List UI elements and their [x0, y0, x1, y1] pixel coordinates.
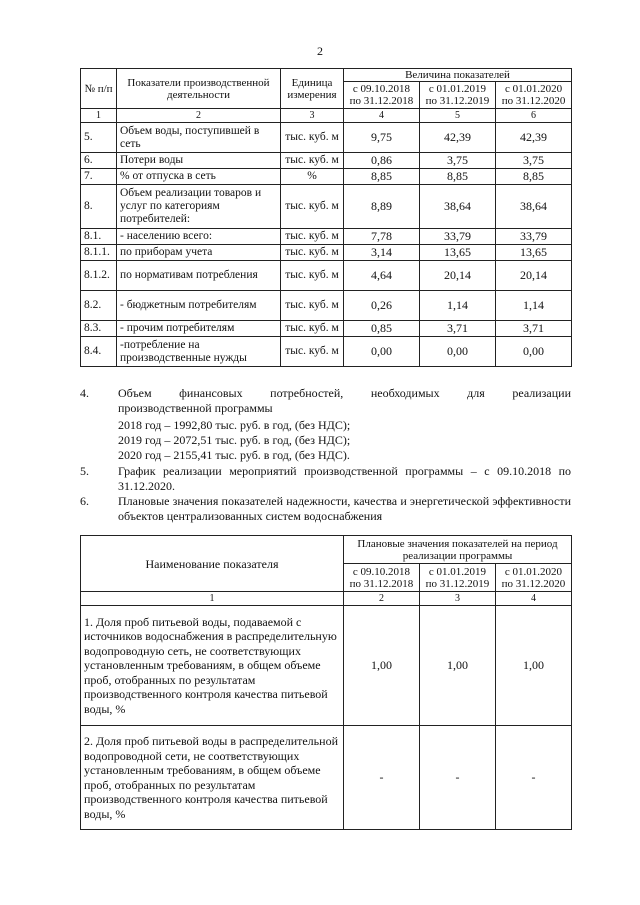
row-value-2018: 0,85 — [344, 321, 420, 337]
row-num: 6. — [81, 153, 117, 169]
table-row — [81, 337, 572, 367]
table-row — [81, 321, 572, 337]
col-index: 2 — [344, 592, 420, 606]
value-2020: 1,00 — [496, 606, 572, 726]
row-value-2018: 8,85 — [344, 169, 420, 185]
row-unit: тыс. куб. м — [281, 337, 344, 367]
production-indicators-table — [80, 68, 572, 367]
header-indicator: Показатели производственной деятельности — [117, 69, 281, 109]
value-2018: - — [344, 726, 420, 830]
row-num: 8.1. — [81, 229, 117, 245]
table-row — [81, 169, 572, 185]
row-value-2019: 42,39 — [420, 123, 496, 153]
row-value-2019: 33,79 — [420, 229, 496, 245]
col-index: 2 — [117, 109, 281, 123]
row-num: 8.4. — [81, 337, 117, 367]
row-value-2020: 8,85 — [496, 169, 572, 185]
header-period-2: с 01.01.2019 по 31.12.2019 — [420, 564, 496, 592]
row-name: Объем воды, поступившей в сеть — [117, 123, 281, 153]
row-unit: тыс. куб. м — [281, 321, 344, 337]
row-num: 7. — [81, 169, 117, 185]
row-unit: тыс. куб. м — [281, 123, 344, 153]
value-2018: 1,00 — [344, 606, 420, 726]
row-value-2019: 13,65 — [420, 245, 496, 261]
header-num: № п/п — [81, 69, 117, 109]
row-unit: тыс. куб. м — [281, 261, 344, 291]
table-row — [81, 245, 572, 261]
section-6-number: 6. — [80, 494, 89, 508]
col-index: 3 — [281, 109, 344, 123]
row-name: -потребление на производственные нужды — [117, 337, 281, 367]
row-value-2018: 7,78 — [344, 229, 420, 245]
row-value-2019: 0,00 — [420, 337, 496, 367]
table-row — [81, 261, 572, 291]
row-value-2018: 0,00 — [344, 337, 420, 367]
row-value-2018: 8,89 — [344, 185, 420, 229]
row-num: 8.1.1. — [81, 245, 117, 261]
row-value-2019: 8,85 — [420, 169, 496, 185]
header-values-title: Величина показателей — [344, 69, 572, 82]
col-index: 3 — [420, 592, 496, 606]
row-value-2020: 42,39 — [496, 123, 572, 153]
row-name: % от отпуска в сеть — [117, 169, 281, 185]
header-period-3: с 01.01.2020 по 31.12.2020 — [496, 82, 572, 109]
header-period-3: с 01.01.2020 по 31.12.2020 — [496, 564, 572, 592]
row-num: 8.3. — [81, 321, 117, 337]
section-4-line-1: Объем финансовых потребностей, необходимых для реализации — [118, 386, 571, 400]
section-5-text: График реализации мероприятий производственной программы – с 09.10.2018 по 31.12.2020. — [118, 464, 571, 493]
row-unit: % — [281, 169, 344, 185]
table-row — [81, 726, 572, 830]
row-value-2018: 4,64 — [344, 261, 420, 291]
table-row — [81, 291, 572, 321]
row-value-2018: 0,86 — [344, 153, 420, 169]
row-name: - прочим потребителям — [117, 321, 281, 337]
header-unit: Единица измерения — [281, 69, 344, 109]
row-unit: тыс. куб. м — [281, 185, 344, 229]
row-value-2020: 1,14 — [496, 291, 572, 321]
row-value-2020: 33,79 — [496, 229, 572, 245]
col-index: 1 — [81, 109, 117, 123]
row-value-2019: 3,75 — [420, 153, 496, 169]
row-value-2019: 38,64 — [420, 185, 496, 229]
page-number: 2 — [317, 44, 323, 58]
row-unit: тыс. куб. м — [281, 291, 344, 321]
row-value-2018: 3,14 — [344, 245, 420, 261]
value-2020: - — [496, 726, 572, 830]
section-4-item-2020: 2020 год – 2155,41 тыс. руб. в год, (без НДС). — [118, 448, 350, 462]
row-value-2019: 1,14 — [420, 291, 496, 321]
row-value-2020: 0,00 — [496, 337, 572, 367]
row-value-2020: 3,71 — [496, 321, 572, 337]
row-unit: тыс. куб. м — [281, 229, 344, 245]
row-value-2020: 20,14 — [496, 261, 572, 291]
col-index: 5 — [420, 109, 496, 123]
table-row — [81, 606, 572, 726]
indicator-name: 2. Доля проб питьевой воды в распределительной водопроводной сети, не соответствующих установленным требованиям, в общем объеме проб, отобранных по результатам производственного контроля качества питьевой воды, % — [81, 726, 344, 830]
row-unit: тыс. куб. м — [281, 153, 344, 169]
row-unit: тыс. куб. м — [281, 245, 344, 261]
row-value-2018: 9,75 — [344, 123, 420, 153]
header-period-1: с 09.10.2018 по 31.12.2018 — [344, 82, 420, 109]
value-2019: 1,00 — [420, 606, 496, 726]
indicator-name: 1. Доля проб питьевой воды, подаваемой с источников водоснабжения в распределительную водопроводную сеть, не соответствующих установленным требованиям, в общем объеме проб, отобранных по результатам производственного контроля качества питьевой воды, % — [81, 606, 344, 726]
row-name: по нормативам потребления — [117, 261, 281, 291]
row-num: 8.1.2. — [81, 261, 117, 291]
row-value-2018: 0,26 — [344, 291, 420, 321]
col-index: 4 — [344, 109, 420, 123]
col-index: 6 — [496, 109, 572, 123]
header-period-2: с 01.01.2019 по 31.12.2019 — [420, 82, 496, 109]
row-num: 8. — [81, 185, 117, 229]
col-index: 1 — [81, 592, 344, 606]
section-4-number: 4. — [80, 386, 89, 400]
table-row — [81, 185, 572, 229]
row-name: по приборам учета — [117, 245, 281, 261]
planned-values-table — [80, 535, 572, 830]
row-value-2020: 3,75 — [496, 153, 572, 169]
header-values-title: Плановые значения показателей на период реализации программы — [344, 536, 572, 564]
row-value-2019: 20,14 — [420, 261, 496, 291]
row-value-2019: 3,71 — [420, 321, 496, 337]
header-name: Наименование показателя — [81, 536, 344, 592]
row-num: 8.2. — [81, 291, 117, 321]
table-row — [81, 123, 572, 153]
header-period-1: с 09.10.2018 по 31.12.2018 — [344, 564, 420, 592]
value-2019: - — [420, 726, 496, 830]
row-value-2020: 38,64 — [496, 185, 572, 229]
row-name: - населению всего: — [117, 229, 281, 245]
table-row — [81, 229, 572, 245]
row-value-2020: 13,65 — [496, 245, 572, 261]
table-row — [81, 153, 572, 169]
row-name: - бюджетным потребителям — [117, 291, 281, 321]
row-num: 5. — [81, 123, 117, 153]
section-4-item-2019: 2019 год – 2072,51 тыс. руб. в год, (без НДС); — [118, 433, 351, 447]
col-index: 4 — [496, 592, 572, 606]
row-name: Потери воды — [117, 153, 281, 169]
section-6-text: Плановые значения показателей надежности, качества и энергетической эффективности объектов централизованных систем водоснабжения — [118, 494, 571, 523]
section-5-number: 5. — [80, 464, 89, 478]
section-4-line-2: производственной программы — [118, 401, 273, 415]
section-4-item-2018: 2018 год – 1992,80 тыс. руб. в год, (без НДС); — [118, 418, 351, 432]
row-name: Объем реализации товаров и услуг по категориям потребителей: — [117, 185, 281, 229]
